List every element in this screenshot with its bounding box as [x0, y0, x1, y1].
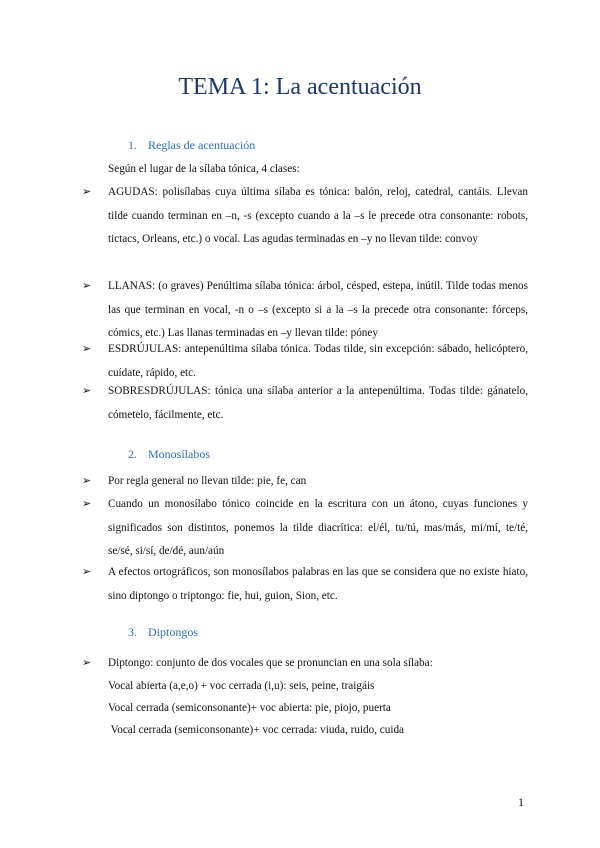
list-item-text: A efectos ortográficos, son monosílabos palabras en las que se considera que no existe hiato, sino diptongo o triptongo: fie, hui, guion, Sion, etc. — [108, 566, 528, 602]
list-item — [82, 275, 528, 346]
section-title: Diptongos — [148, 625, 199, 639]
list-item-text: AGUDAS: polisílabas cuya última sílaba es tónica: balón, reloj, catedral, cantáis. Llevan tilde cuando terminan en –n, -s (excepto cuando a la –s le precede otra consonante: robots, tictacs, Orleans, etc.) o vocal. Las agudas terminadas en –y no llevan tilde: convoy — [108, 186, 528, 245]
diphthong-line: Vocal abierta (a,e,o) + voc cerrada (i,u): seis, peine, traigáis — [108, 680, 375, 692]
section-title: Reglas de acentuación — [148, 138, 256, 152]
list-item — [82, 561, 528, 608]
list-item-text: Por regla general no llevan tilde: pie, fe, can — [108, 475, 307, 487]
list-item-text: ESDRÚJULAS: antepenúltima sílaba tónica. Todas tilde, sin excepción: sábado, helicóptero, cuídate, rápido, etc. — [108, 343, 528, 379]
diphthong-line: Vocal cerrada (semiconsonante)+ voc cerrada: viuda, ruido, cuida — [108, 724, 405, 736]
section-heading-2 — [128, 447, 210, 462]
section-number: 1. — [128, 138, 137, 152]
list-item — [82, 338, 528, 385]
list-item — [82, 470, 528, 494]
list-item — [82, 493, 528, 564]
section-number: 3. — [128, 625, 137, 639]
page-title: TEMA 1: La acentuación — [178, 74, 422, 100]
section-heading-3 — [128, 625, 198, 640]
section-heading-1 — [128, 138, 255, 153]
arrow-bullet-icon: ➢ — [82, 343, 92, 355]
list-item-text: SOBRESDRÚJULAS: tónica una sílaba anterior a la antepenúltima. Todas tilde: gánatelo, cómetelo, fácilmente, etc. — [108, 385, 528, 421]
arrow-bullet-icon: ➢ — [82, 566, 92, 578]
arrow-bullet-icon: ➢ — [82, 475, 92, 487]
arrow-bullet-icon: ➢ — [82, 657, 92, 669]
intro-text: Según el lugar de la sílaba tónica, 4 clases: — [108, 163, 300, 175]
list-item — [82, 181, 528, 252]
arrow-bullet-icon: ➢ — [82, 385, 92, 397]
section-title: Monosílabos — [148, 447, 211, 461]
arrow-bullet-icon: ➢ — [82, 186, 92, 198]
section-number: 2. — [128, 447, 137, 461]
list-item — [82, 380, 528, 427]
page-number: 1 — [518, 795, 524, 809]
arrow-bullet-icon: ➢ — [82, 498, 92, 510]
list-item-text: Cuando un monosílabo tónico coincide en la escritura con un átono, cuyas funciones y significados son distintos, ponemos la tilde diacrítica: el/él, tu/tú, mas/más, mi/mí, te/té, se/sé, si/sí, de/dé, aun/aún — [108, 498, 528, 557]
list-item-text: Diptongo: conjunto de dos vocales que se pronuncian en una sola sílaba: — [108, 657, 433, 669]
list-item-text: LLANAS: (o graves) Penúltima sílaba tónica: árbol, césped, estepa, inútil. Tilde todas menos las que terminan en vocal, -n o –s (excepto si a la –s la precede otra consonante: fórceps, cómics, etc.) Las llanas terminadas en –y llevan tilde: póney — [108, 280, 528, 339]
list-item — [82, 652, 528, 676]
diphthong-line: Vocal cerrada (semiconsonante)+ voc abierta: pie, piojo, puerta — [108, 702, 391, 714]
arrow-bullet-icon: ➢ — [82, 280, 92, 292]
